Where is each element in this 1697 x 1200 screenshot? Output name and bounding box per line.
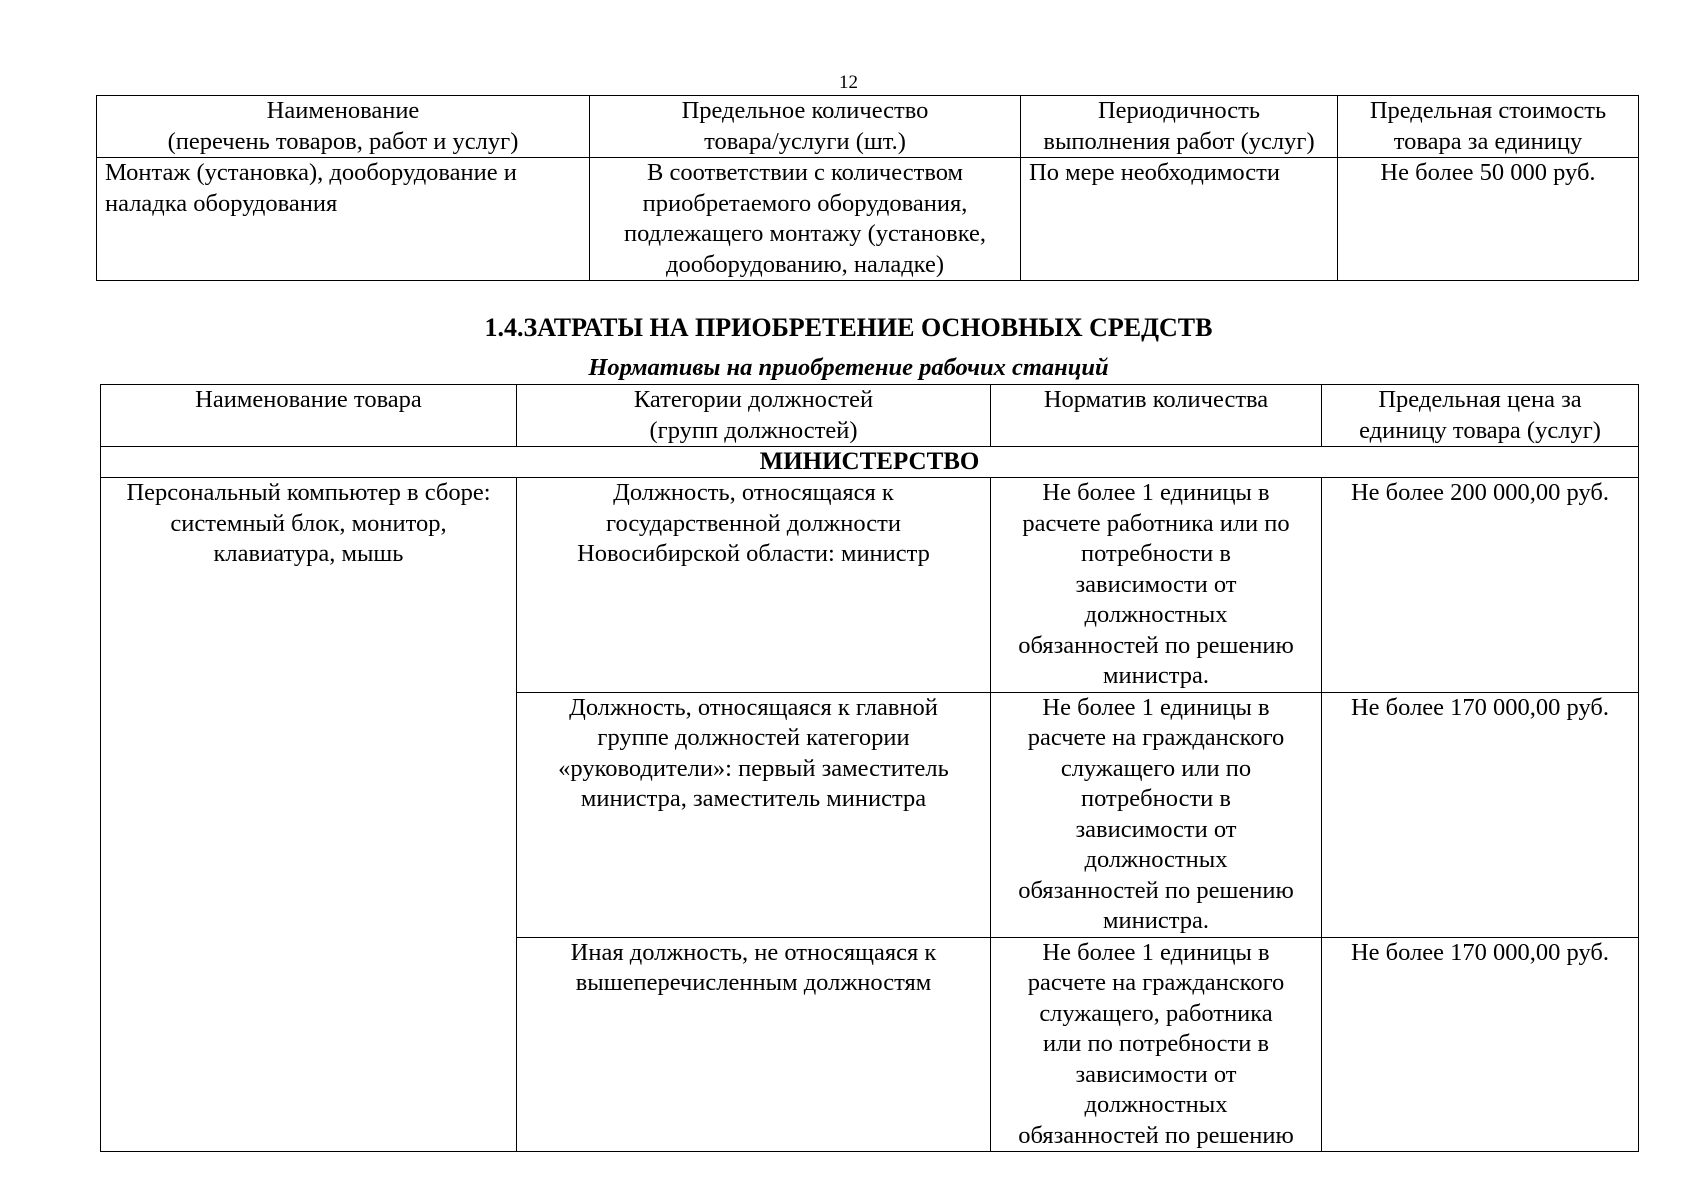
cell-category: Должность, относящаяся к государственной должности Новосибирской области: министр	[517, 478, 991, 693]
header-cell-name: Наименование (перечень товаров, работ и услуг)	[97, 96, 590, 158]
section-subtitle: Нормативы на приобретение рабочих станций	[588, 354, 1109, 381]
header-cell-category: Категории должностей (групп должностей)	[517, 385, 991, 447]
cell-product: Персональный компьютер в сборе: системный блок, монитор, клавиатура, мышь	[101, 478, 517, 1152]
header-cell-price: Предельная цена за единицу товара (услуг)	[1322, 385, 1639, 447]
cell-norm: Не более 1 единицы в расчете работника или по потребности в зависимости от должностных обязанностей по решению министра.	[991, 478, 1322, 693]
cell-periodicity: По мере необходимости	[1021, 158, 1338, 281]
table-row	[101, 478, 1639, 693]
header-cell-price: Предельная стоимость товара за единицу	[1338, 96, 1639, 158]
table-row	[97, 158, 1639, 281]
cell-norm: Не более 1 единицы в расчете на гражданского служащего, работника или по потребности в зависимости от должностных обязанностей по решению	[991, 937, 1322, 1152]
cell-price: Не более 50 000 руб.	[1338, 158, 1639, 281]
cell-category: Иная должность, не относящаяся к вышеперечисленным должностям	[517, 937, 991, 1152]
cell-name: Монтаж (установка), дооборудование и наладка оборудования	[97, 158, 590, 281]
cell-price: Не более 170 000,00 руб.	[1322, 692, 1639, 937]
header-cell-periodicity: Периодичность выполнения работ (услуг)	[1021, 96, 1338, 158]
page-number: 12	[839, 72, 858, 93]
header-cell-product: Наименование товара	[101, 385, 517, 447]
cell-price: Не более 170 000,00 руб.	[1322, 937, 1639, 1152]
header-cell-norm: Норматив количества	[991, 385, 1322, 447]
table-header-row	[101, 385, 1639, 447]
cell-quantity: В соответствии с количеством приобретаемого оборудования, подлежащего монтажу (установке, дооборудованию, наладке)	[590, 158, 1021, 281]
workstations-table	[100, 384, 1639, 1152]
cell-price: Не более 200 000,00 руб.	[1322, 478, 1639, 693]
header-cell-quantity: Предельное количество товара/услуги (шт.)	[590, 96, 1021, 158]
table-header-row	[97, 96, 1639, 158]
section-title: 1.4.ЗАТРАТЫ НА ПРИОБРЕТЕНИЕ ОСНОВНЫХ СРЕДСТВ	[484, 313, 1213, 342]
cell-category: Должность, относящаяся к главной группе должностей категории «руководители»: первый заместитель министра, заместитель министра	[517, 692, 991, 937]
group-row	[101, 447, 1639, 478]
group-label: МИНИСТЕРСТВО	[101, 447, 1639, 478]
services-table	[96, 95, 1639, 281]
cell-norm: Не более 1 единицы в расчете на гражданского служащего или по потребности в зависимости от должностных обязанностей по решению министра.	[991, 692, 1322, 937]
